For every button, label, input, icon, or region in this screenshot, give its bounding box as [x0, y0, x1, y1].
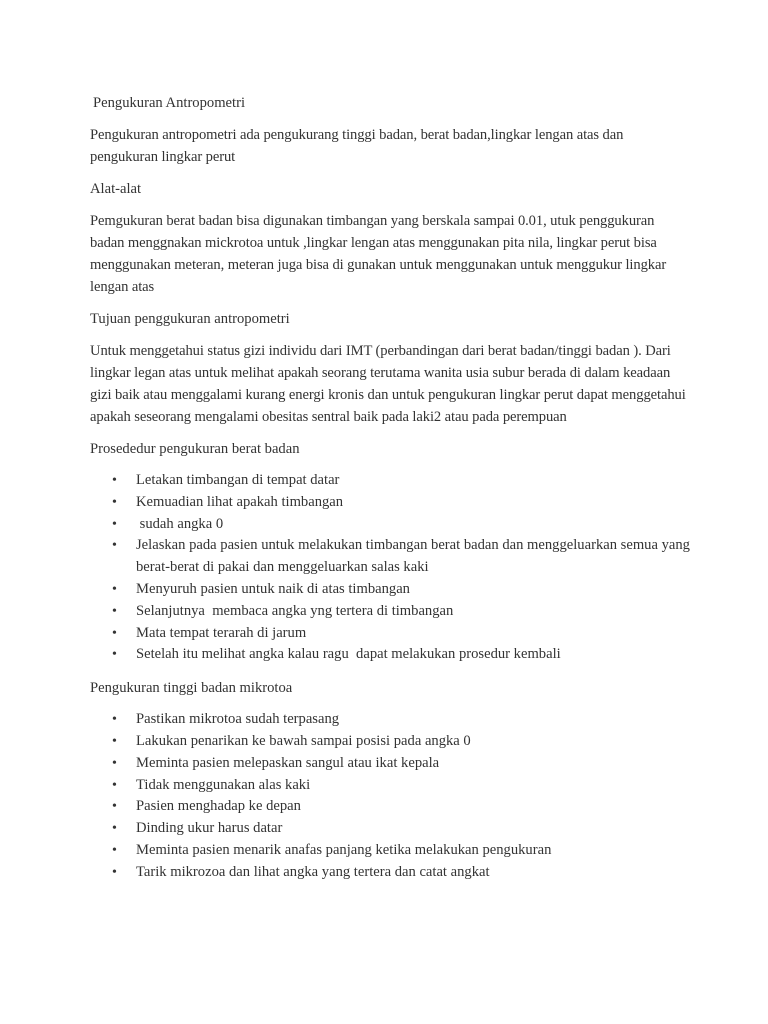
- list-item-text: Pastikan mikrotoa sudah terpasang: [136, 711, 340, 728]
- bullet-icon: •: [112, 777, 117, 793]
- list-item-text: Kemuadian lihat apakah timbangan: [136, 493, 344, 510]
- list-item-text: Meminta pasien menarik anafas panjang ketika melakukan pengukuran: [136, 841, 552, 858]
- list-item: [90, 775, 690, 797]
- bullet-icon: •: [112, 821, 117, 837]
- list-item: [90, 840, 690, 862]
- bullet-icon: •: [112, 473, 117, 488]
- list-item: [90, 470, 690, 492]
- bullet-icon: •: [112, 864, 117, 880]
- document-page: [90, 92, 690, 895]
- list-item: [90, 818, 690, 840]
- list-item: [90, 492, 690, 514]
- list-item-text: Pasien menghadap ke depan: [136, 798, 301, 815]
- bullet-icon: •: [112, 755, 117, 771]
- list-item: [90, 535, 690, 579]
- list-item-text: Setelah itu melihat angka kalau ragu dapat melakukan prosedur kembali: [136, 646, 561, 663]
- list-item-text: sudah angka 0: [136, 515, 224, 532]
- bullet-icon: •: [112, 647, 117, 663]
- bullet-icon: •: [112, 603, 117, 619]
- berat-steps-list: [90, 470, 690, 666]
- tujuan-heading: Tujuan penggukuran antropometri: [90, 311, 290, 327]
- list-item: [90, 796, 690, 818]
- bullet-icon: •: [112, 625, 117, 641]
- list-item: [90, 709, 690, 731]
- list-item-text: Letakan timbangan di tempat datar: [136, 472, 340, 488]
- list-item-text: Tidak menggunakan alas kaki: [136, 776, 311, 793]
- bullet-icon: •: [112, 516, 117, 532]
- tujuan-paragraph: Untuk menggetahui status gizi individu dari IMT (perbandingan dari berat badan/tinggi badan ). Dari lingkar legan atas untuk melihat apakah seorang terutama wanita usia subur berada di dalam keadaan gizi baik atau menggalami kurang energi kronis dan untuk pengukuran lingkar perut dapat menggetahui apakah seseorang mengalami obesitas sentral baik pada laki2 atau pada perempuan: [90, 343, 686, 425]
- bullet-icon: •: [112, 538, 117, 554]
- bullet-icon: •: [112, 712, 117, 728]
- list-item: [90, 514, 690, 536]
- list-item-text: Meminta pasien melepaskan sangul atau ikat kepala: [136, 754, 440, 771]
- list-item-text: Mata tempat terarah di jarum: [136, 624, 307, 641]
- list-item: [90, 601, 690, 623]
- bullet-icon: •: [112, 494, 117, 510]
- list-item-text: Tarik mikrozoa dan lihat angka yang tertera dan catat angkat: [136, 863, 490, 880]
- list-item: [90, 623, 690, 645]
- list-item: [90, 862, 690, 884]
- berat-heading: Prosededur pengukuran berat badan: [90, 441, 300, 457]
- list-item: [90, 731, 690, 753]
- list-item: [90, 644, 690, 666]
- bullet-icon: •: [112, 842, 117, 858]
- tinggi-steps-list: [90, 709, 690, 883]
- alat-heading: Alat-alat: [90, 181, 142, 197]
- bullet-icon: •: [112, 581, 117, 597]
- list-item: [90, 579, 690, 601]
- alat-paragraph: Pemgukuran berat badan bisa digunakan timbangan yang berskala sampai 0.01, utuk penggukuran badan menggnakan mickrotoa untuk ,lingkar lengan atas menggunakan pita nila, lingkar perut bisa menggunakan meteran, meteran juga bisa di gunakan untuk menggunakan untuk menggukur lingkar lengan atas: [90, 213, 667, 295]
- bullet-icon: •: [112, 799, 117, 815]
- document-title: Pengukuran Antropometri: [93, 95, 245, 111]
- list-item-text: Selanjutnya membaca angka yng tertera di timbangan: [136, 602, 454, 619]
- bullet-icon: •: [112, 733, 117, 749]
- list-item-text: Menyuruh pasien untuk naik di atas timbangan: [136, 580, 410, 597]
- list-item-text: Dinding ukur harus datar: [136, 820, 283, 837]
- list-item: [90, 753, 690, 775]
- list-item-text: Lakukan penarikan ke bawah sampai posisi pada angka 0: [136, 732, 471, 749]
- intro-paragraph: Pengukuran antropometri ada pengukurang tinggi badan, berat badan,lingkar lengan atas dan pengukuran lingkar perut: [90, 127, 624, 165]
- tinggi-heading: Pengukuran tinggi badan mikrotoa: [90, 680, 293, 697]
- list-item-text: Jelaskan pada pasien untuk melakukan timbangan berat badan dan menggeluarkan semua yang berat-berat di pakai dan menggeluarkan salas kaki: [136, 537, 690, 576]
